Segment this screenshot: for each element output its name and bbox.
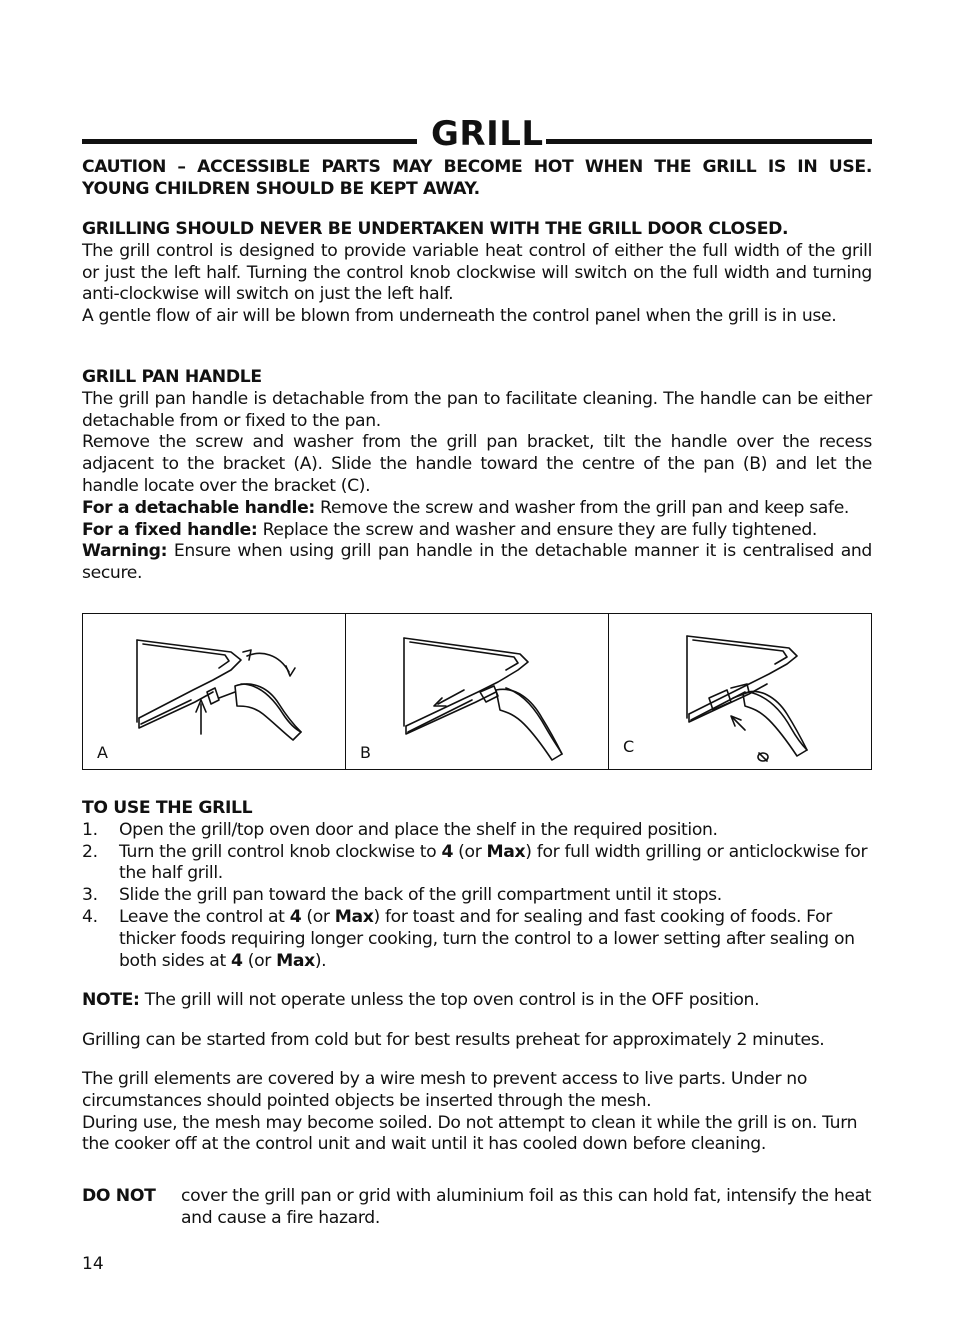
intro-heading: GRILLING SHOULD NEVER BE UNDERTAKEN WITH THE GRILL DOOR CLOSED. [82,219,789,239]
setting-value: 4 [289,906,302,927]
step-number: 1. [82,819,98,840]
note-label: NOTE: [82,990,140,1010]
warning-label: Warning: [82,541,168,562]
setting-value: 4 [441,841,454,862]
warning-paragraph [82,541,872,585]
step-text: (or [301,906,335,927]
fixed-text: Replace the screw and washer and ensure they are fully tightened. [257,519,818,540]
detachable-text: Remove the screw and washer from the grill pan and keep safe. [314,497,850,518]
detachable-label: For a detachable handle: [82,497,315,518]
mesh-paragraph-1: The grill elements are covered by a wire mesh to prevent access to live parts. Under no circumstances should pointed objects be inserted through the mesh. [82,1069,807,1111]
step-number: 3. [82,885,98,906]
title-rule-right [546,139,872,144]
use-heading: TO USE THE GRILL [82,798,253,818]
list-item [82,885,872,907]
mesh-paragraph-2: During use, the mesh may become soiled. Do not attempt to clean it while the grill is on. Turn the cooker off at the control unit and wait until it has cooled down before cleaning. [82,1112,858,1155]
setting-value: Max [276,950,315,971]
figure-a-label: A [97,743,108,762]
intro-section [82,219,872,328]
page-number: 14 [82,1254,104,1274]
warning-text: Ensure when using grill pan handle in the detachable manner it is centralised and secure. [82,541,872,584]
handle-section [82,367,872,585]
step-number: 2. [82,841,98,862]
list-item [82,842,872,886]
step-text: Slide the grill pan toward the back of the grill compartment until it stops. [119,885,722,906]
step-text: ) for toast and for sealing and fast cooking of foods. For thicker foods requiring longer cooking, turn the control to a lower setting after sealing on both sides at [119,906,855,971]
step-text: Open the grill/top oven door and place the shelf in the required position. [119,819,718,840]
list-item [82,907,872,972]
step-text: ). [314,950,327,971]
donot-label: DO NOT [82,1186,156,1206]
step-text: (or [453,841,487,862]
note-paragraph [82,990,872,1012]
use-section [82,798,872,972]
page-title: GRILL [431,114,544,154]
donot-text: cover the grill pan or grid with aluminium foil as this can hold fat, intensify the heat and cause a fire hazard. [181,1186,872,1228]
setting-value: Max [334,906,374,927]
mesh-section [82,1069,872,1156]
title-rule-left [82,139,417,144]
caution-text: CAUTION – ACCESSIBLE PARTS MAY BECOME HOT WHEN THE GRILL IS IN USE. YOUNG CHILDREN SHOULD BE KEPT AWAY. [82,157,872,199]
intro-paragraph-1: The grill control is designed to provide variable heat control of either the full width of the grill or just the left half. Turning the control knob clockwise will switch on the full width and turning anti-clockwise will switch on just the left half. [82,240,872,305]
figure-b-label: B [360,743,371,762]
figure-c-label: C [623,737,635,756]
figure-c [608,614,871,769]
figure-a [83,614,345,769]
handle-paragraph-2: Remove the screw and washer from the grill pan bracket, tilt the handle over the recess adjacent to the bracket (A). Slide the handle toward the centre of the pan (B) and let the handle locate over the bracket (C). [82,432,872,496]
step-number: 4. [82,906,98,927]
list-item [82,820,872,842]
title-row [82,112,872,156]
figure-b-drawing [346,614,608,769]
fixed-label: For a fixed handle: [82,519,258,540]
preheat-paragraph: Grilling can be started from cold but for best results preheat for approximately 2 minutes. [82,1030,825,1050]
setting-value: 4 [231,950,243,971]
figure-c-drawing [609,614,871,769]
figure-b [345,614,608,769]
figure-a-drawing [83,614,345,769]
intro-paragraph-2: A gentle flow of air will be blown from underneath the control panel when the grill is in use. [82,306,837,327]
step-text: Turn the grill control knob clockwise to [119,841,442,862]
step-text: ) for full width grilling or anticlockwise for the half grill. [119,841,868,884]
note-text: The grill will not operate unless the top oven control is in the OFF position. [139,990,760,1010]
handle-figures [82,613,872,770]
detachable-paragraph [82,498,872,520]
handle-heading: GRILL PAN HANDLE [82,367,262,387]
setting-value: Max [486,841,526,862]
step-text: Leave the control at [119,906,290,927]
use-steps-list [82,820,872,973]
handle-paragraph-1: The grill pan handle is detachable from the pan to facilitate cleaning. The handle can be either detachable from or fixed to the pan. [82,388,872,431]
fixed-paragraph [82,520,872,542]
step-text: (or [242,950,277,971]
